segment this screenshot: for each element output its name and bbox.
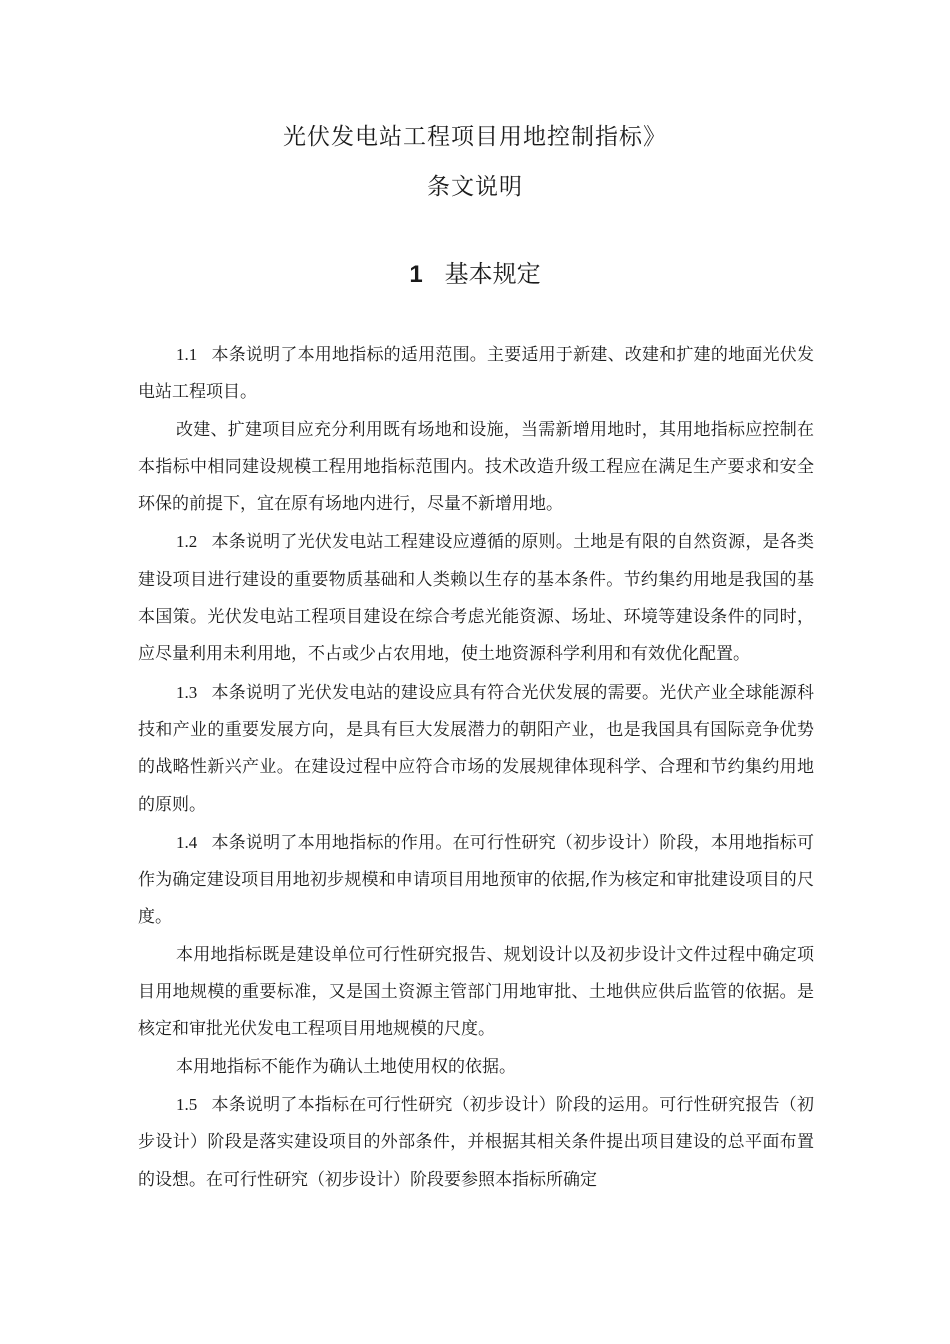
paragraph-text: 本条说明了本指标在可行性研究（初步设计）阶段的运用。可行性研究报告（初步设计）阶段是落实建设项目的外部条件，并根据其相关条件提出项目建设的总平面布置的设想。在可行性研究（初步设计）阶段要参照本指标所确定	[138, 1094, 814, 1190]
paragraph	[138, 1049, 814, 1086]
paragraph-text: 本用地指标不能作为确认土地使用权的依据。	[176, 1056, 516, 1077]
clause-number: 1.5	[176, 1094, 198, 1114]
paragraph-clause-1-5	[138, 1086, 814, 1199]
paragraph	[138, 412, 814, 524]
paragraph-text: 本条说明了本用地指标的适用范围。主要适用于新建、改建和扩建的地面光伏发电站工程项目。	[138, 345, 814, 403]
chapter-heading	[0, 254, 950, 289]
chapter-number: 1	[409, 261, 423, 288]
clause-number: 1.4	[176, 832, 198, 852]
paragraph-text: 本条说明了光伏发电站的建设应具有符合光伏发展的需要。光伏产业全球能源科技和产业的重要发展方向，是具有巨大发展潜力的朝阳产业，也是我国具有国际竞争优势的战略性新兴产业。在建设过程中应符合市场的发展规律体现科学、合理和节约集约用地的原则。	[138, 682, 814, 815]
paragraph	[138, 937, 814, 1049]
clause-number: 1.1	[176, 345, 198, 364]
paragraph-text: 改建、扩建项目应充分利用既有场地和设施，当需新增用地时，其用地指标应控制在本指标中相同建设规模工程用地指标范围内。技术改造升级工程应在满足生产要求和安全环保的前提下，宜在原有场地内进行，尽量不新增用地。	[138, 419, 814, 515]
paragraph-text: 本用地指标既是建设单位可行性研究报告、规划设计以及初步设计文件过程中确定项目用地规模的重要标准，又是国土资源主管部门用地审批、土地供应供后监管的依据。是核定和审批光伏发电工程项目用地规模的尺度。	[138, 944, 814, 1040]
clause-number: 1.2	[176, 532, 198, 552]
paragraph-clause-1-1	[138, 336, 814, 412]
paragraph-text: 本条说明了光伏发电站工程建设应遵循的原则。土地是有限的自然资源，是各类建设项目进行建设的重要物质基础和人类赖以生存的基本条件。节约集约用地是我国的基本国策。光伏发电站工程项目建设在综合考虑光能资源、场址、环境等建设条件的同时，应尽量利用未利用地，不占或少占农用地，使土地资源科学利用和有效优化配置。	[138, 532, 814, 665]
document-subtitle: 条文说明	[427, 174, 523, 200]
paragraph-clause-1-4	[138, 824, 814, 937]
chapter-title: 基本规定	[444, 260, 541, 288]
document-body	[138, 336, 814, 1199]
clause-number: 1.3	[176, 682, 198, 702]
paragraph-clause-1-3	[138, 674, 814, 824]
document-title: 光伏发电站工程项目用地控制指标》	[283, 124, 667, 150]
paragraph-text: 本条说明了本用地指标的作用。在可行性研究（初步设计）阶段，本用地指标可作为确定建设项目用地初步规模和申请项目用地预审的依据,作为核定和审批建设项目的尺度。	[138, 832, 814, 928]
paragraph-clause-1-2	[138, 523, 814, 673]
